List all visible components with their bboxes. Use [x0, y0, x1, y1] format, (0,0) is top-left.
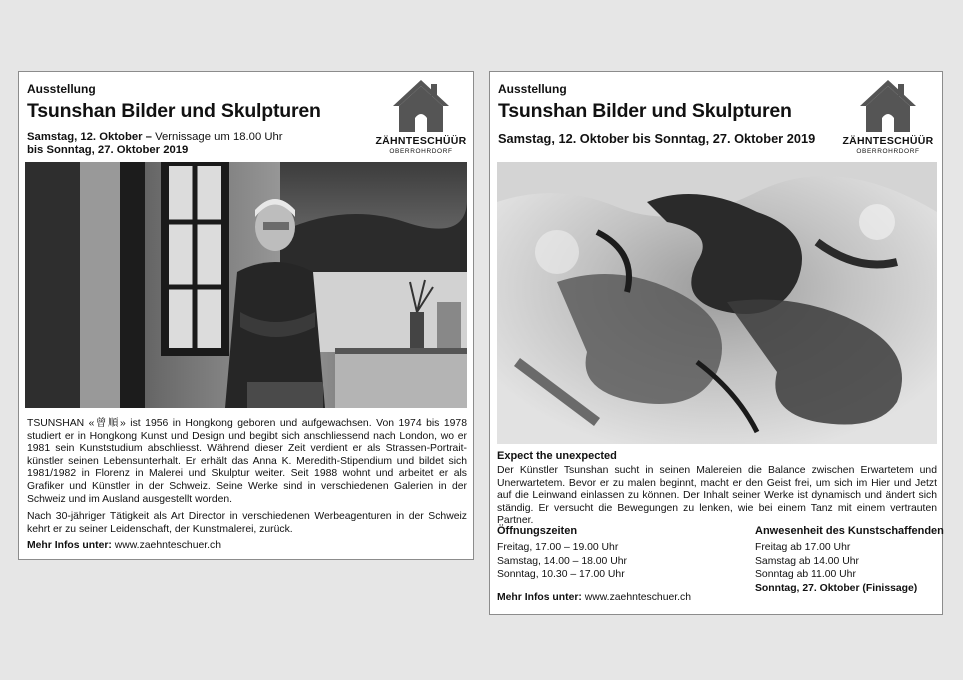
- logo-subtitle: OBERROHRDORF: [389, 148, 453, 155]
- list-item: Freitag ab 17.00 Uhr: [755, 542, 851, 553]
- finissage-item: Sonntag, 27. Oktober (Finissage): [755, 582, 918, 594]
- dates-start: Samstag, 12. Oktober –: [27, 131, 152, 143]
- bio-paragraph-2: Nach 30-jähriger Tätigkeit als Art Director in verschiedenen Werbeagenturen in der Schweiz kehrt er zu seiner Leidenschaft, der Kunstmalerei, zurück.: [27, 511, 467, 535]
- opening-hours-heading: Öffnungszeiten: [497, 525, 578, 537]
- artist-bio: [27, 418, 467, 541]
- ad-title: Tsunshan Bilder und Skulpturen: [498, 100, 792, 122]
- house-icon: [858, 78, 918, 134]
- ad-left: [18, 71, 474, 560]
- artist-presence: [755, 541, 917, 595]
- ad-right: [489, 71, 943, 615]
- description: Der Künstler Tsunshan sucht in seinen Malereien die Balance zwischen Erwartetem und Unerwartetem. Bevor er zu malen beginnt, macht er den Geist frei, um sich im Hier und Jetzt auf die Leinwand einlassen zu können. Der Inhalt seiner Werke ist dynamisch und ändert sich ständig. Er versucht die Bewegungen zu lenken, wie bei einem Tanz mit einem vertrauten Partner.: [497, 465, 937, 527]
- list-item: Sonntag ab 11.00 Uhr: [755, 569, 856, 581]
- logo-subtitle: OBERROHRDORF: [856, 148, 920, 155]
- logo: [375, 78, 467, 158]
- more-info: [497, 592, 691, 603]
- kicker: Ausstellung: [498, 82, 567, 96]
- ad-title: Tsunshan Bilder und Skulpturen: [27, 100, 321, 122]
- list-item: Freitag, 17.00 – 19.00 Uhr: [497, 542, 619, 553]
- kicker: Ausstellung: [27, 82, 96, 96]
- event-dates: Samstag, 12. Oktober bis Sonntag, 27. Oktober 2019: [498, 131, 816, 146]
- event-dates: [27, 131, 283, 157]
- logo: [842, 78, 934, 158]
- more-info-label: Mehr Infos unter:: [497, 592, 582, 603]
- list-item: Samstag, 14.00 – 18.00 Uhr: [497, 555, 627, 567]
- list-item: Sonntag, 10.30 – 17.00 Uhr: [497, 569, 625, 581]
- more-info-url[interactable]: www.zaehnteschuer.ch: [581, 592, 692, 603]
- dates-vernissage: Vernissage um 18.00 Uhr: [151, 131, 283, 143]
- artwork-image: [497, 162, 937, 444]
- bio-paragraph-1: TSUNSHAN «曾順» ist 1956 in Hongkong geboren und aufgewachsen. Von 1974 bis 1978 studiert er in Hongkong Kunst und Design und begibt sich anschliessend nach London, wo er 1981 sein Kunststudium abschliesst. Während dieser Zeit verdient er als Strassen-Portrait-künstler seinen Lebensunterhalt. Er erhält das Anna K. Meredith-Stipendium und bildet sich 1981/1982 in Florenz in Malerei und Skulptur weiter. Seit 1988 wohnt und arbeitet er als Grafiker und Künstler in der Schweiz. Seine Werke sind in verschiedenen Galerien in der Schweiz und im Ausland ausgestellt worden.: [27, 418, 467, 505]
- opening-hours: [497, 541, 627, 582]
- list-item: Samstag ab 14.00 Uhr: [755, 555, 859, 567]
- more-info: [27, 540, 221, 551]
- more-info-url[interactable]: www.zaehnteschuer.ch: [111, 540, 222, 551]
- more-info-label: Mehr Infos unter:: [27, 540, 112, 551]
- logo-name: ZÄHNTESCHÜÜR: [375, 135, 467, 147]
- logo-name: ZÄHNTESCHÜÜR: [842, 135, 934, 147]
- artist-photo: [25, 162, 467, 408]
- artist-presence-heading: Anwesenheit des Kunstschaffenden: [755, 525, 944, 537]
- house-icon: [391, 78, 451, 134]
- subheading: Expect the unexpected: [497, 450, 617, 462]
- dates-end: bis Sonntag, 27. Oktober 2019: [27, 144, 189, 156]
